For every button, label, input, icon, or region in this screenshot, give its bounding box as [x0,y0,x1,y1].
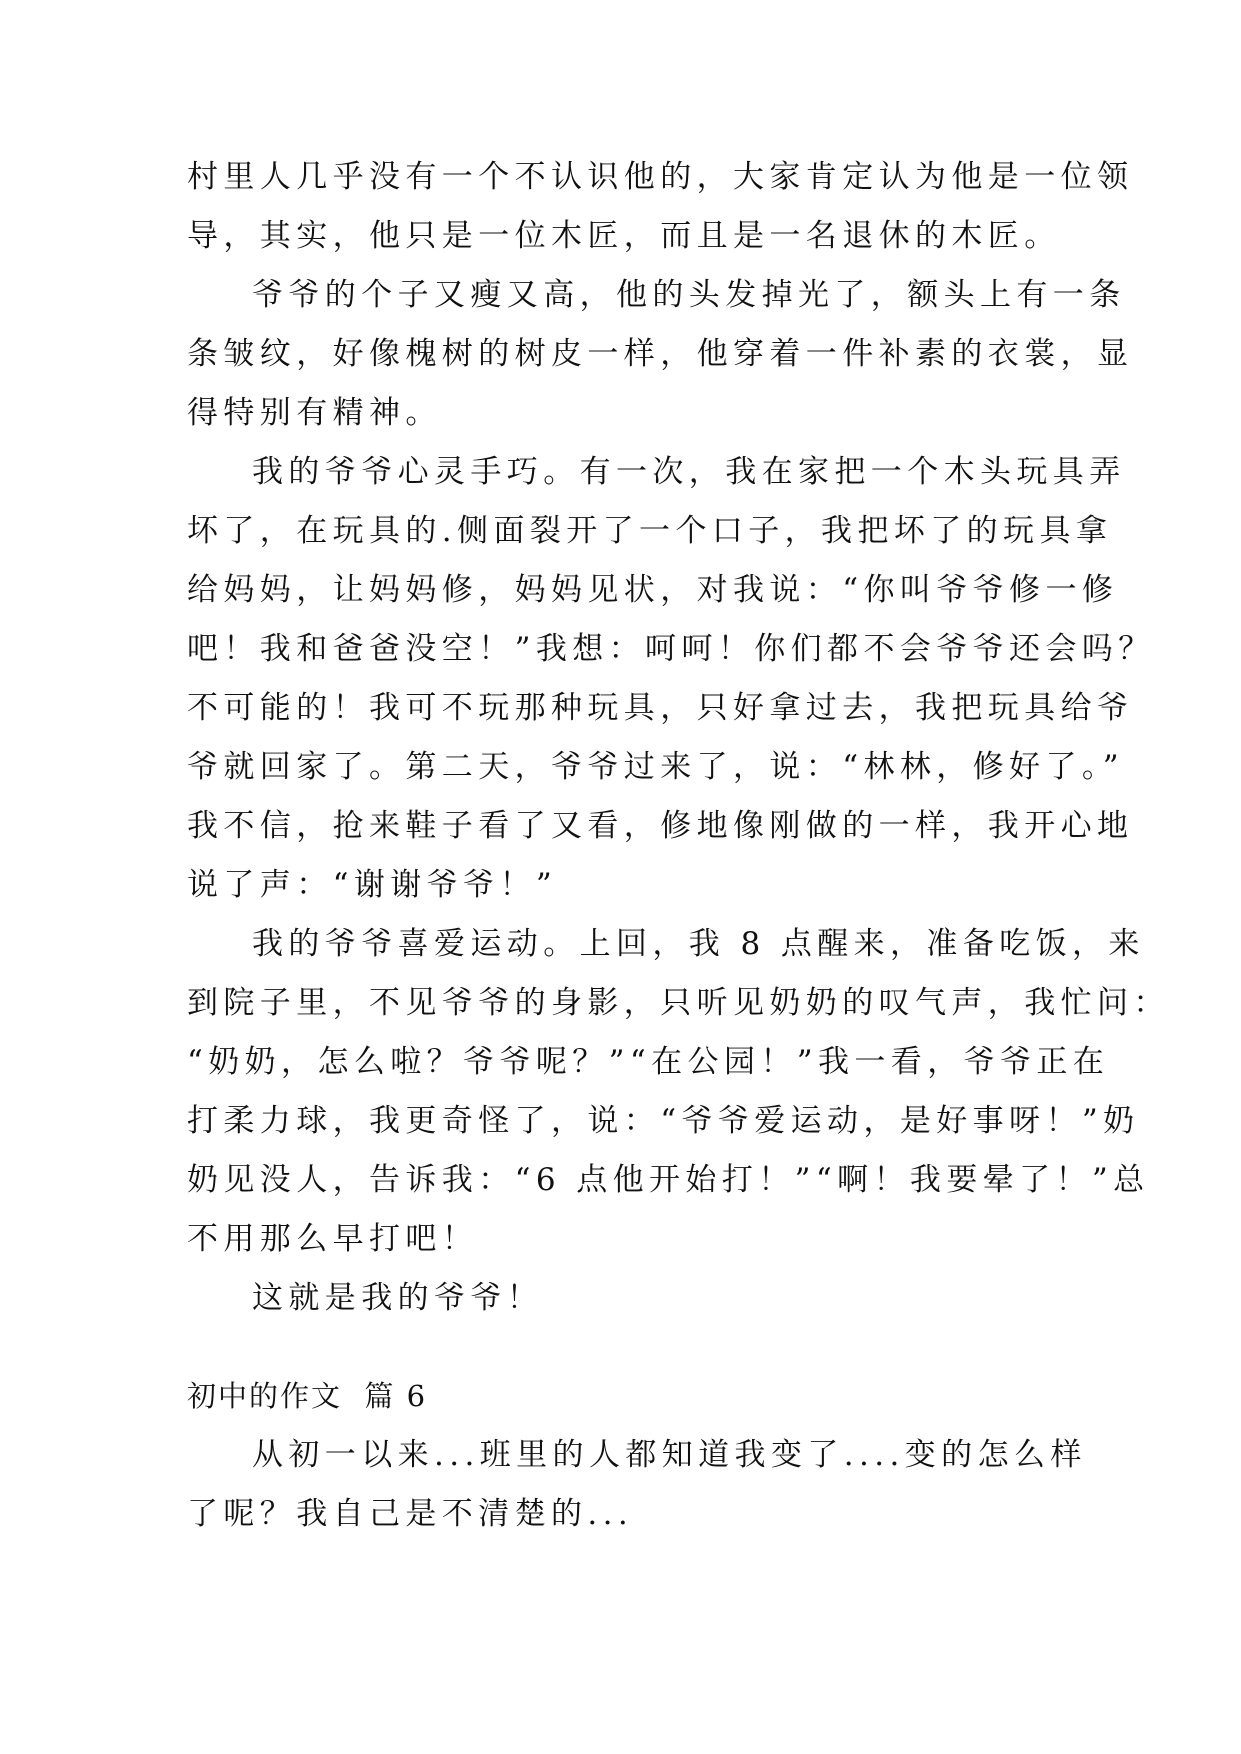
text-line: 坏了，在玩具的.侧面裂开了一个口子，我把坏了的玩具拿 [187,513,1113,549]
text-line: 吧！我和爸爸没空！”我想：呵呵！你们都不会爷爷还会吗？ [187,631,1155,667]
paragraph-intro [187,158,1134,255]
text-line: 说了声：“谢谢爷爷！” [187,867,558,903]
text-line: 了呢？我自己是不清楚的... [187,1496,634,1532]
section-block [187,1377,1087,1533]
text-line: 条皱纹，好像槐树的树皮一样，他穿着一件补素的衣裳，显 [187,336,1134,372]
paragraph-closing [187,1279,1057,1317]
text-line: 打柔力球，我更奇怪了，说：“爷爷爱运动，是好事呀！”奶 [187,1103,1140,1139]
paragraph-handy [187,453,1155,904]
text-line: 我不信，抢来鞋子看了又看，修地像刚做的一样，我开心地 [187,808,1134,844]
text-line: 村里人几乎没有一个不认识他的，大家肯定认为他是一位领 [187,159,1134,195]
paragraph-sports [187,925,1170,1258]
text-line: 我的爷爷喜爱运动。上回，我 8 点醒来，准备吃饭，来 [252,926,1145,962]
text-line: 我的爷爷心灵手巧。有一次，我在家把一个木头玩具弄 [252,454,1126,490]
text-line: 爷爷的个子又瘦又高，他的头发掉光了，额头上有一条 [252,277,1126,313]
text-line: 不用那么早打吧！ [187,1221,479,1257]
text-line: 到院子里，不见爷爷的身影，只听见奶奶的叹气声，我忙问： [187,985,1170,1021]
text-line: 爷就回家了。第二天，爷爷过来了，说：“林林，修好了。” [187,749,1124,785]
text-line: 这就是我的爷爷！ [252,1280,544,1316]
text-line: “奶奶，怎么啦？爷爷呢？”“在公园！”我一看，爷爷正在 [187,1044,1110,1080]
document-page [187,158,1170,1554]
text-line: 给妈妈，让妈妈修，妈妈见状，对我说：“你叫爷爷修一修 [187,572,1119,608]
text-line: 奶见没人，告诉我：“6 点他开始打！”“啊！我要晕了！”总 [187,1162,1150,1198]
section-heading: 初中的作文 篇 6 [187,1379,428,1413]
text-line: 不可能的！我可不玩那种玩具，只好拿过去，我把玩具给爷 [187,690,1134,726]
text-line: 从初一以来...班里的人都知道我变了....变的怎么样 [252,1437,1087,1473]
text-line: 导，其实，他只是一位木匠，而且是一名退休的木匠。 [187,218,1061,254]
text-line: 得特别有精神。 [187,395,442,431]
paragraph-appearance [187,276,1134,432]
